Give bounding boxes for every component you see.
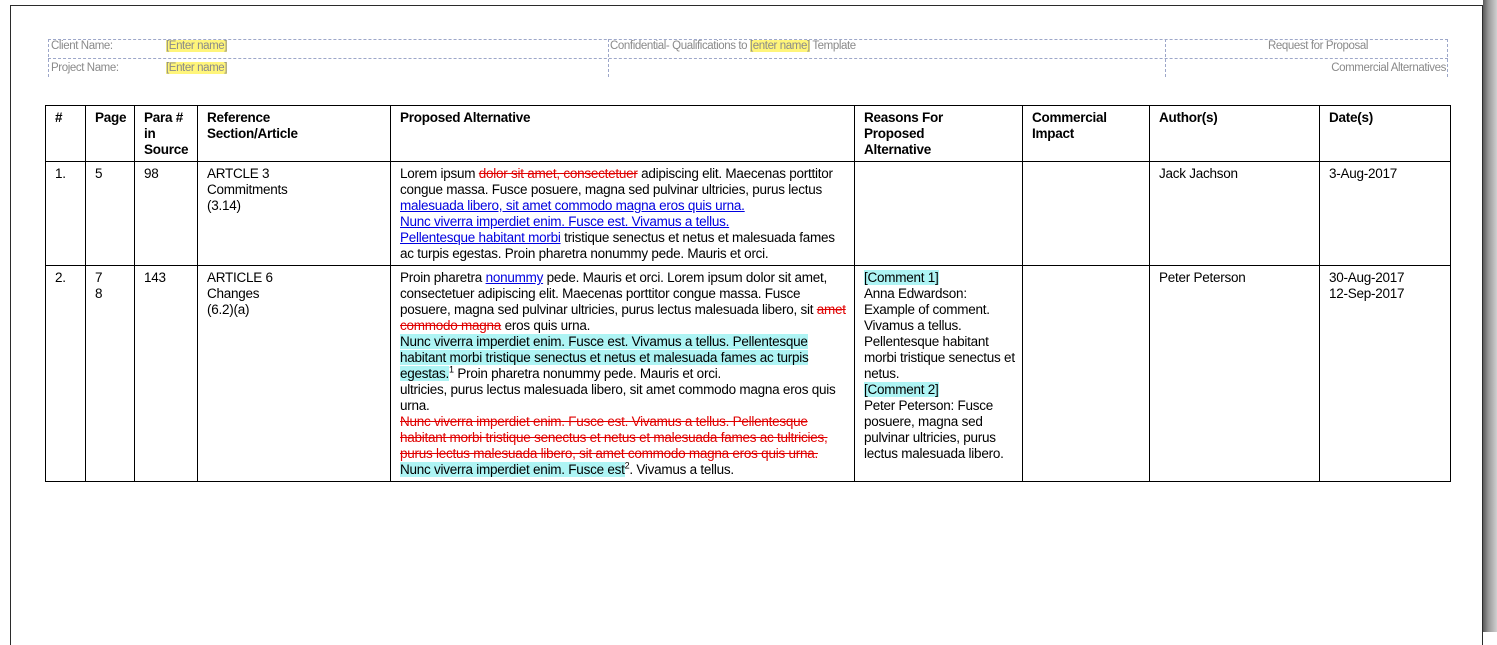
comment-text: Peter Peterson: Fusce posuere, magna sed pulvinar ultricies, purus lectus malesuada libero.	[864, 398, 1004, 461]
col-header-reasons: Reasons For Proposed Alternative	[855, 106, 1023, 162]
comment-tag: [Comment 2]	[864, 382, 939, 397]
client-name-field[interactable]: [Enter name]	[166, 40, 228, 52]
row-author[interactable]: Jack Jachson	[1150, 162, 1320, 266]
tracked-insertion: nonummy	[485, 270, 544, 285]
row-reasons[interactable]	[855, 266, 1023, 482]
tracked-deletion: dolor sit amet, consectetuer	[478, 166, 638, 181]
col-header-impact: Commercial Impact	[1023, 106, 1150, 162]
col-header-page: Page	[86, 106, 135, 162]
comment-highlight[interactable]: Nunc viverra imperdiet enim. Fusce est	[400, 462, 625, 477]
request-for-proposal-label: Request for Proposal	[1268, 40, 1369, 52]
tracked-insertion: Pellentesque habitant morbi	[400, 230, 561, 245]
table-header-row	[46, 106, 1451, 162]
row-date[interactable]: 30-Aug-2017 12-Sep-2017	[1320, 266, 1451, 482]
row-number: 1.	[46, 162, 86, 266]
row-reference[interactable]: ARTCLE 3 Commitments (3.14)	[198, 162, 391, 266]
confidential-suffix: Template	[809, 40, 856, 52]
col-header-reference: Reference Section/Article	[198, 106, 391, 162]
comment-highlight[interactable]: Nunc viverra imperdiet enim. Fusce est. Vivamus a tellus. Pellentesque habitant morbi tristique senectus et netus et malesuada fames ac turpis egestas.	[400, 334, 809, 381]
project-name-field[interactable]: [Enter name]	[166, 62, 228, 74]
footnote-ref[interactable]: 1	[449, 364, 454, 375]
row-impact[interactable]	[1023, 266, 1150, 482]
col-header-para: Para # in Source	[135, 106, 198, 162]
tracked-deletion: Nunc viverra imperdiet enim. Fusce est. Vivamus a tellus. Pellentesque habitant morbi tristique senectus et netus et malesuada fames ac tultricies, purus lectus malesuada libero, sit amet commodo magna eros quis urna.	[400, 414, 828, 461]
document-header	[48, 39, 1448, 91]
row-reference[interactable]: ARTICLE 6 Changes (6.2)(a)	[198, 266, 391, 482]
col-header-authors: Author(s)	[1150, 106, 1320, 162]
row-para: 98	[135, 162, 198, 266]
table-row	[46, 162, 1451, 266]
row-proposed-text[interactable]: Proin pharetra nonummy pede. Mauris et orci. Lorem ipsum dolor sit amet, consectetuer adipiscing elit. Maecenas porttitor congue massa. Fusce posuere, magna sed pulvinar ultricies, purus lectus malesuada libero, sit amet commodo magna eros quis urna. Nunc viverra imperdiet enim. Fusce est. Vivamus a tellus. Pellentesque habitant morbi tristique senectus et netus et malesuada fames ac turpis egestas.$^1$ Proin pharetra nonummy pede. Mauris et orci. ultricies, purus lectus malesuada libero, sit amet commodo magna eros quis urna. Nunc viverra imperdiet enim. Fusce est. Vivamus a tellus. Pellentesque habitant morbi tristique senectus et netus et malesuada fames ac tultricies, purus lectus malesuada libero, sit amet commodo magna eros quis urna. Nunc viverra imperdiet enim. Fusce est$^2$. Vivamus a tellus.	[391, 266, 855, 482]
footnote-ref[interactable]: 2	[624, 460, 630, 471]
row-proposed-text[interactable]: Lorem ipsum dolor sit amet, consectetuer adipiscing elit. Maecenas porttitor congue massa. Fusce posuere, magna sed pulvinar ultricies, purus lectus malesuada libero, sit amet commodo magna eros quis urna. Nunc viverra imperdiet enim. Fusce est. Vivamus a tellus. Pellentesque habitant morbi tristique senectus et netus et malesuada fames ac turpis egestas. Proin pharetra nonummy pede. Mauris et orci.	[391, 162, 855, 266]
row-date[interactable]: 3-Aug-2017	[1320, 162, 1451, 266]
row-page: 5	[86, 162, 135, 266]
table-row	[46, 266, 1451, 482]
row-number: 2.	[46, 266, 86, 482]
row-impact[interactable]	[1023, 162, 1150, 266]
commercial-alternatives-label: Commercial Alternatives	[1331, 62, 1446, 74]
tracked-insertion: Nunc viverra imperdiet enim. Fusce est. Vivamus a tellus.	[400, 214, 730, 229]
confidential-name-field[interactable]: [enter name]	[749, 40, 810, 52]
row-para: 143	[135, 266, 198, 482]
page-shadow	[1483, 0, 1497, 632]
comment-tag: [Comment 1]	[864, 270, 939, 285]
col-header-dates: Date(s)	[1320, 106, 1451, 162]
tracked-deletion: amet commodo magna	[400, 302, 846, 333]
row-reasons[interactable]	[855, 162, 1023, 266]
project-name-label: Project Name:	[51, 62, 119, 74]
tracked-insertion: malesuada libero, sit amet commodo magna eros quis urna.	[400, 198, 745, 213]
row-page: 7 8	[86, 266, 135, 482]
alternatives-table	[45, 105, 1451, 482]
client-name-label: Client Name:	[51, 40, 113, 52]
col-header-number: #	[46, 106, 86, 162]
confidential-title	[610, 40, 856, 52]
comment-text: Anna Edwardson: Example of comment. Vivamus a tellus. Pellentesque habitant morbi tristique senectus et netus.	[864, 286, 1015, 381]
col-header-proposed: Proposed Alternative	[391, 106, 855, 162]
confidential-prefix: Confidential- Qualifications to	[610, 40, 750, 52]
row-author[interactable]: Peter Peterson	[1150, 266, 1320, 482]
